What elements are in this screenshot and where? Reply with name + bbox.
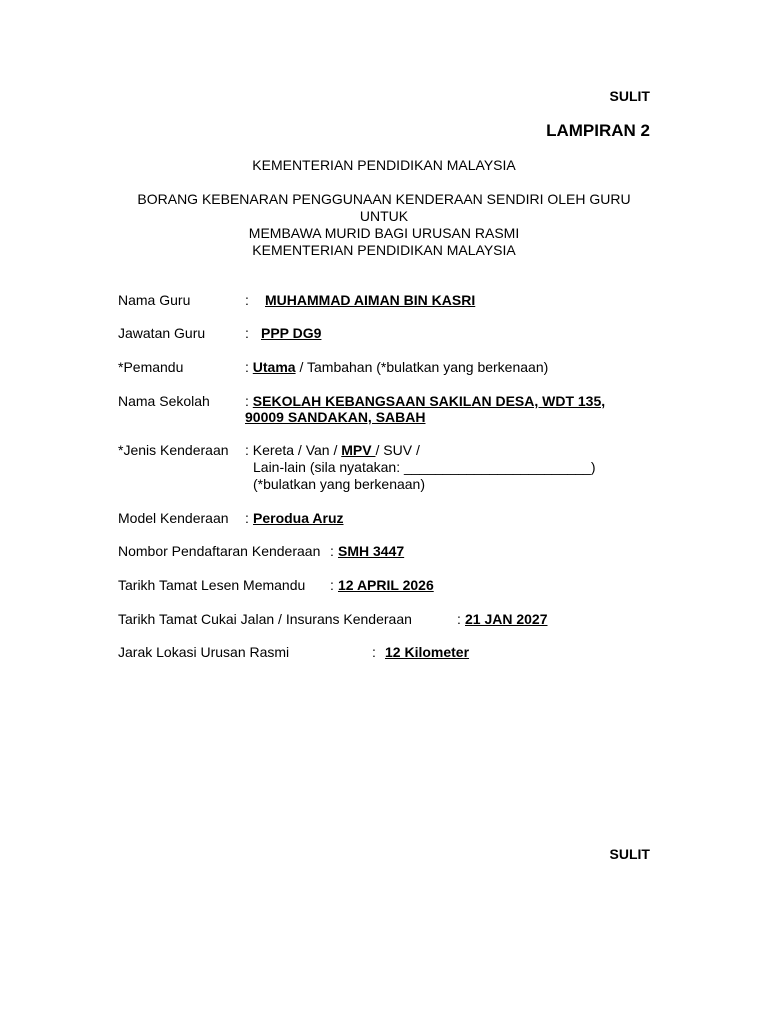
jarak-colon: :	[372, 644, 376, 660]
pemandu-selected: Utama	[252, 359, 296, 375]
model-kenderaan-colon: :	[245, 510, 249, 526]
nama-sekolah-label: Nama Sekolah	[118, 393, 210, 409]
form-title-line-3: MEMBAWA MURID BAGI URUSAN RASMI	[248, 225, 520, 241]
nama-sekolah-line-1	[245, 393, 605, 410]
jenis-kenderaan-suffix: / SUV /	[375, 442, 420, 458]
tarikh-lesen-value: 12 APRIL 2026	[338, 577, 434, 593]
tarikh-lesen-label: Tarikh Tamat Lesen Memandu	[118, 577, 306, 593]
form-title	[118, 191, 650, 259]
jawatan-guru-label: Jawatan Guru	[118, 325, 206, 341]
tarikh-lesen-colon: :	[330, 577, 334, 593]
nama-guru-value: MUHAMMAD AIMAN BIN KASRI	[265, 292, 476, 308]
jenis-kenderaan-prefix: Kereta / Van /	[252, 442, 342, 458]
model-kenderaan-value: Perodua Aruz	[253, 510, 344, 526]
pemandu-label: *Pemandu	[118, 359, 184, 375]
jawatan-guru-value: PPP DG9	[261, 325, 322, 341]
nombor-pendaftaran-label: Nombor Pendaftaran Kenderaan	[118, 543, 321, 559]
tarikh-cukai-colon: :	[457, 611, 461, 627]
nama-sekolah-value-1: SEKOLAH KEBANGSAAN SAKILAN DESA, WDT 135,	[252, 393, 606, 409]
form-title-line-4: KEMENTERIAN PENDIDIKAN MALAYSIA	[252, 242, 516, 258]
jenis-kenderaan-colon: :	[245, 442, 249, 458]
sulit-top-label: SULIT	[609, 88, 650, 104]
jenis-kenderaan-options	[245, 442, 420, 459]
tarikh-cukai-label: Tarikh Tamat Cukai Jalan / Insurans Kenderaan	[118, 611, 412, 627]
nama-sekolah-colon: :	[245, 393, 249, 409]
nombor-pendaftaran-colon: :	[330, 543, 334, 559]
form-title-line-2: UNTUK	[359, 208, 409, 224]
jenis-kenderaan-label: *Jenis Kenderaan	[118, 442, 229, 458]
pemandu-colon: :	[245, 359, 249, 375]
ministry-heading: KEMENTERIAN PENDIDIKAN MALAYSIA	[252, 157, 516, 173]
jenis-kenderaan-note: (*bulatkan yang berkenaan)	[253, 476, 426, 492]
tarikh-cukai-value: 21 JAN 2027	[465, 611, 548, 627]
nombor-pendaftaran-value: SMH 3447	[338, 543, 405, 559]
pemandu-rest: / Tambahan (*bulatkan yang berkenaan)	[295, 359, 549, 375]
jenis-kenderaan-other: Lain-lain (sila nyatakan: ________________________)	[253, 459, 596, 475]
jenis-kenderaan-selected: MPV	[341, 442, 376, 458]
form-title-line-1: BORANG KEBENARAN PENGGUNAAN KENDERAAN SENDIRI OLEH GURU	[137, 191, 631, 207]
nama-guru-label: Nama Guru	[118, 292, 191, 308]
nama-guru-colon: :	[245, 292, 249, 308]
lampiran-label: LAMPIRAN 2	[546, 121, 650, 140]
jarak-value: 12 Kilometer	[385, 644, 470, 660]
model-kenderaan-label: Model Kenderaan	[118, 510, 229, 526]
pemandu-options	[245, 359, 548, 376]
nama-sekolah-value-2: 90009 SANDAKAN, SABAH	[245, 409, 426, 425]
jarak-label: Jarak Lokasi Urusan Rasmi	[118, 644, 290, 660]
jawatan-guru-colon: :	[245, 325, 249, 341]
sulit-bottom-label: SULIT	[609, 846, 650, 862]
